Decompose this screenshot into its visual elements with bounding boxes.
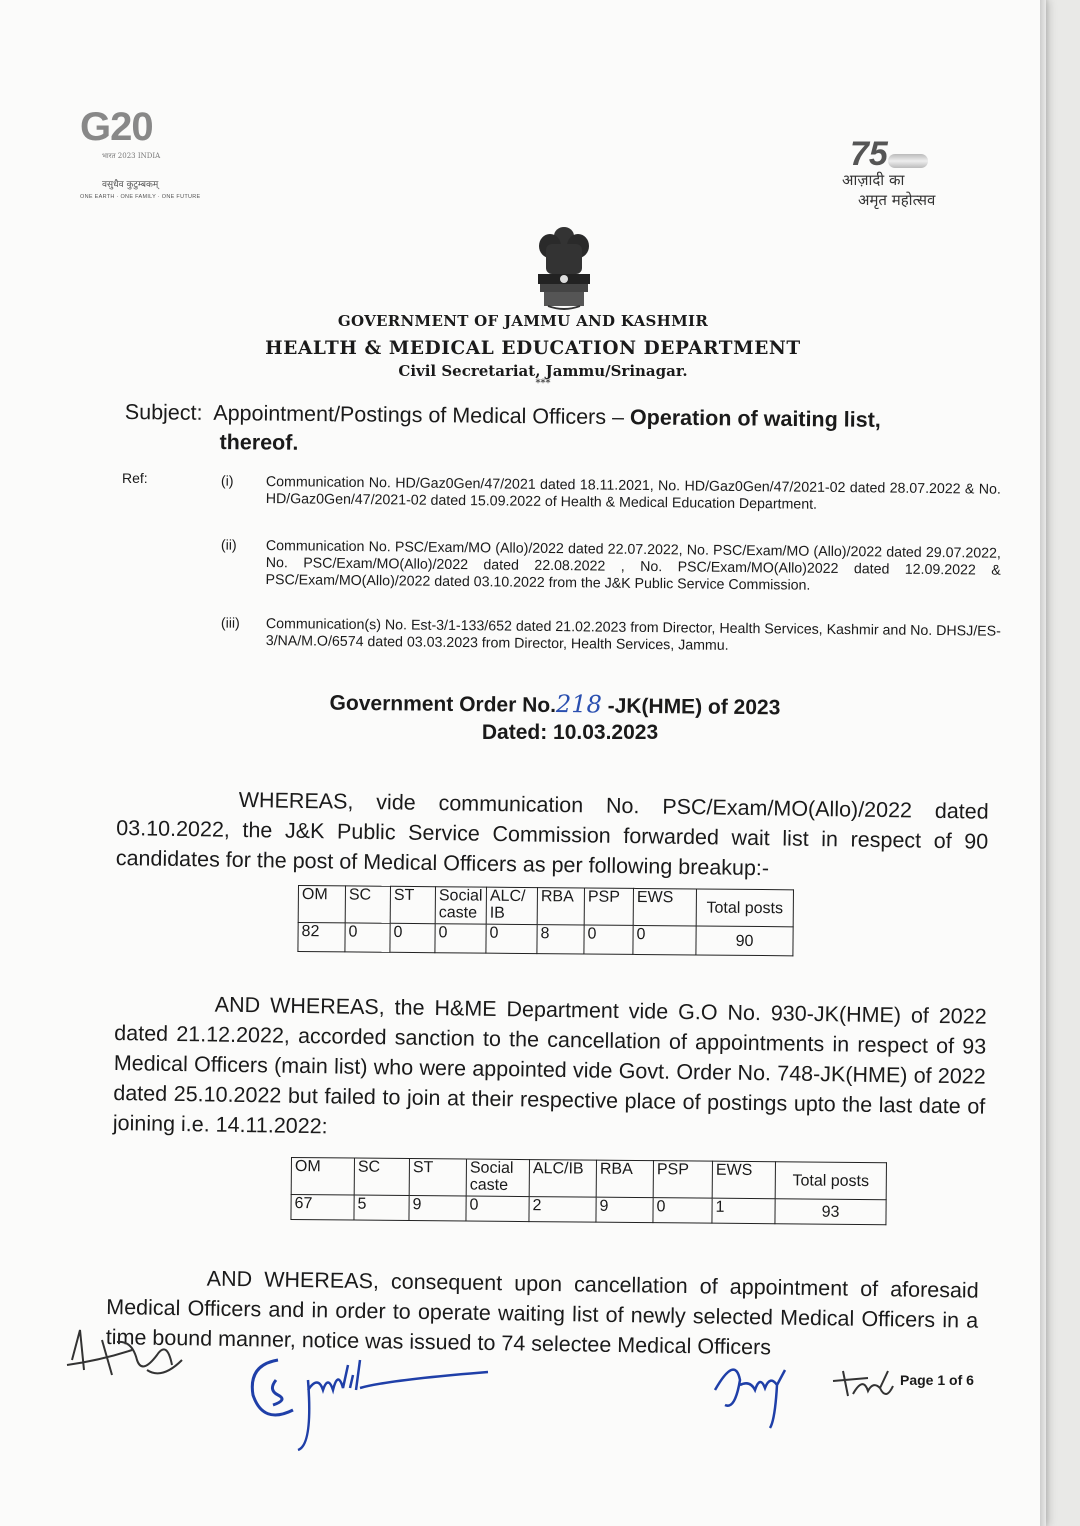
subject-text: Appointment/Postings of Medical Officers – [213, 400, 631, 430]
table-cell: RBA [537, 888, 584, 925]
table-cell: EWS [633, 888, 696, 926]
table-cell: OM [298, 886, 345, 923]
table-header-row [298, 886, 793, 927]
g20-hindi-text: वसुधैव कुटुम्बकम् [102, 180, 159, 190]
table-cell: PSP [584, 888, 633, 925]
subject-bold-2: thereof. [219, 429, 299, 455]
reference-text: Communication No. PSC/Exam/MO (Allo)/2022 dated 22.07.2022, No. PSC/Exam/MO (Allo)/2022 dated 29.07.2022, No. PSC/Exam/MO(Allo)/2022 dated 22.08.2022 , No. PSC/Exam/MO(Allo)2022 dated 12.09.2022 & PSC/Exam/MO(Allo)/2022 dated 03.10.2022 from the J&K Public Service Commission. [265, 538, 1001, 594]
table-cell: 82 [298, 923, 345, 952]
table-cell: 90 [696, 926, 793, 956]
g20-logo [80, 105, 220, 200]
signature-blue-1 [238, 1350, 498, 1460]
ref-label: Ref: [122, 470, 148, 486]
table-cell: Social caste [435, 887, 486, 924]
reference-text: Communication No. HD/Gaz0Gen/47/2021 dated 18.11.2021, No. HD/Gaz0Gen/47/2021-02 dated 28.07.2022 & No. HD/Gaz0Gen/47/2021-02 dated 15.09.2022 of Health & Medical Education Department. [265, 474, 1001, 513]
paragraph-whereas-1: WHEREAS, vide communication No. PSC/Exam/MO(Allo)/2022 dated 03.10.2022, the J&K Public Service Commission forwarded wait list in respect of 90 candidates for the post of Medical Officers as per following breakup:- [115, 787, 989, 881]
table-row [291, 1195, 886, 1225]
table-cell: 0 [466, 1196, 529, 1222]
table-cell: 0 [345, 923, 390, 952]
table-cell: 9 [596, 1197, 653, 1222]
reference-item [220, 615, 1001, 657]
table-cell: PSP [653, 1161, 712, 1199]
table-cell: 0 [584, 925, 633, 954]
table-cell: ST [390, 886, 435, 923]
g20-mark: G20 [80, 105, 153, 149]
table-cell: 1 [712, 1198, 775, 1224]
order-suffix: -JK(HME) of 2023 [601, 694, 781, 720]
table-header-row [291, 1158, 886, 1200]
table-cell: ALC/ IB [486, 887, 537, 924]
subject-bold-1: Operation of waiting list, [629, 405, 881, 432]
table-cell: 0 [633, 925, 696, 955]
reference-item [220, 537, 1001, 596]
table-cell: 93 [775, 1199, 886, 1225]
order-prefix: Government Order No. [329, 691, 557, 718]
azadi-logo [838, 135, 958, 210]
reference-number: (iii) [220, 615, 240, 632]
g20-motto: ONE EARTH · ONE FAMILY · ONE FUTURE [80, 194, 201, 200]
order-number-handwritten: 218 [555, 690, 602, 719]
subject-line [124, 398, 1010, 465]
national-emblem-icon [528, 222, 600, 312]
order-date: Dated: 10.03.2023 [481, 721, 659, 744]
table-cell: Total posts [775, 1162, 886, 1200]
table-cell: SC [345, 886, 390, 923]
header-department: HEALTH & MEDICAL EDUCATION DEPARTMENT [265, 338, 801, 359]
table-cell: 0 [435, 924, 486, 953]
table-cell: 5 [354, 1195, 409, 1220]
order-title [0, 684, 1080, 724]
table-cell: 0 [390, 923, 435, 952]
signature-blue-2 [705, 1350, 800, 1430]
waitlist-breakup-table [297, 885, 794, 956]
azadi-line2: अमृत महोत्सव [858, 191, 936, 209]
table-cell: EWS [712, 1161, 775, 1199]
page-edge-shadow [1040, 0, 1050, 1526]
flag-icon [888, 154, 928, 168]
table-cell: ALC/IB [529, 1160, 596, 1198]
table-cell: SC [354, 1158, 409, 1195]
table-row [298, 923, 793, 956]
reference-number: (i) [220, 473, 234, 490]
azadi-line1: आज़ादी का [842, 171, 905, 189]
paragraph-whereas-3: AND WHEREAS, consequent upon cancellation of appointment of aforesaid Medical Officers and in order to operate waiting list of newly selected Medical Officers in a time bound manner, notice was issued to 74 selectee Medical Officers [105, 1266, 979, 1360]
reference-item [220, 473, 1001, 515]
header-address: Civil Secretariat, Jammu/Srinagar. [398, 362, 688, 380]
subject-label: Subject: [124, 399, 203, 425]
table-cell: Total posts [696, 889, 793, 927]
azadi-75: 75 [850, 135, 888, 173]
header-stars: *** [535, 378, 551, 389]
g20-subtitle: भारत 2023 INDIA [102, 152, 161, 160]
reference-number: (ii) [220, 537, 237, 554]
table-cell: 9 [409, 1196, 466, 1221]
table-cell: 0 [653, 1198, 712, 1224]
paragraph-whereas-2: AND WHEREAS, the H&ME Department vide G.O No. 930-JK(HME) of 2022 dated 21.12.2022, accorded sanction to the cancellation of appointments in respect of 93 Medical Officers (main list) who were appointed vide Govt. Order No. 748-JK(HME) of 2022 dated 25.10.2022 but failed to join at their respective place of postings upto the last date of joining i.e. 14.11.2022: [112, 992, 987, 1139]
signature-initials-2 [828, 1366, 898, 1406]
header-government: GOVERNMENT OF JAMMU AND KASHMIR [337, 312, 709, 330]
table-cell: 0 [486, 924, 537, 953]
table-cell: RBA [596, 1160, 653, 1197]
table-cell: OM [291, 1158, 354, 1196]
table-cell: 8 [537, 925, 584, 954]
signature-initials-1 [62, 1320, 192, 1400]
table-cell: 67 [291, 1195, 354, 1221]
cancellation-breakup-table [290, 1157, 887, 1225]
table-cell: 2 [529, 1197, 596, 1223]
reference-text: Communication(s) No. Est-3/1-133/652 dated 21.02.2023 from Director, Health Services, Kashmir and No. DHSJ/ES-3/NA/M.O/6574 dated 03.03.2023 from Director, Health Services, Jammu. [265, 616, 1001, 654]
table-cell: ST [409, 1159, 466, 1196]
table-cell: Social caste [466, 1159, 529, 1197]
page-number: Page 1 of 6 [900, 1372, 974, 1388]
